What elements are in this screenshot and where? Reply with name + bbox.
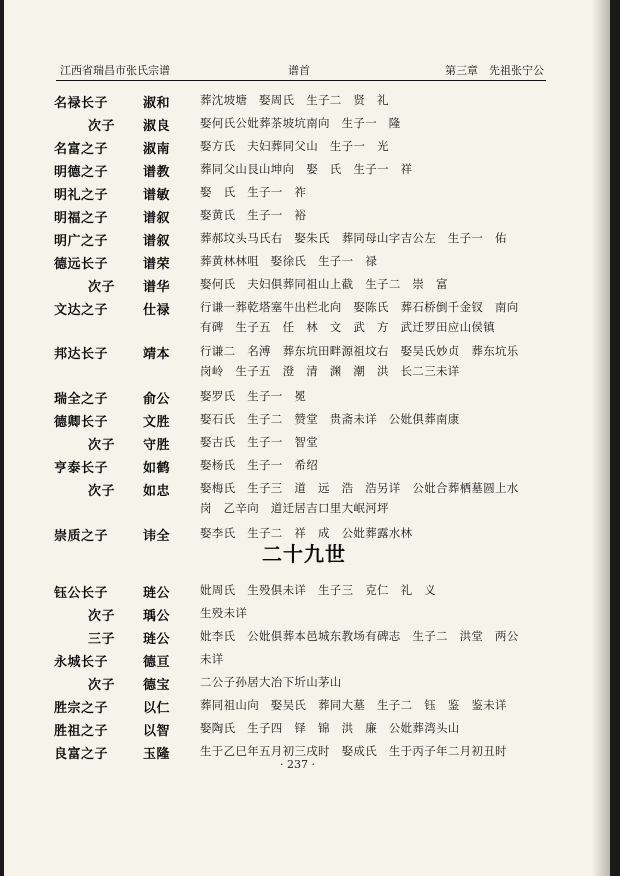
entry-description: 娶罗氏 生子一 冕 <box>200 389 307 403</box>
person-name: 如忠 <box>143 484 171 499</box>
entry-description-continued: 有碑 生子五 任 林 文 武 方 武迁罗田应山侯镇 <box>200 320 495 334</box>
relation: 永城长子 <box>54 655 109 670</box>
relation: 文达之子 <box>54 303 109 318</box>
relation: 次子 <box>88 280 116 295</box>
entry-description: 娶陶氏 生子四 铎 锦 洪 廉 公妣葬湾头山 <box>200 721 460 735</box>
genealogy-entry <box>4 411 610 433</box>
person-name: 德宝 <box>143 678 171 693</box>
header-book-title: 江西省瑞昌市张氏宗谱 <box>60 64 170 77</box>
entry-description: 葬同祖山向 娶吴氏 葬同大墓 生子二 钰 鉴 鉴未详 <box>200 698 507 712</box>
genealogy-entry <box>4 388 610 410</box>
entry-description: 未详 <box>200 652 224 666</box>
genealogy-entry <box>4 276 610 298</box>
genealogy-entry <box>4 115 610 137</box>
entry-description: 娶何氏 夫妇俱葬同祖山上截 生子二 崇 富 <box>200 277 448 291</box>
relation: 胜祖之子 <box>54 724 109 739</box>
running-header <box>60 62 544 78</box>
genealogy-entry <box>4 138 610 160</box>
relation: 良富之子 <box>54 747 109 762</box>
person-name: 如鹤 <box>143 461 171 476</box>
relation: 德远长子 <box>54 257 109 272</box>
person-name: 守胜 <box>143 438 171 453</box>
genealogy-entry <box>4 207 610 229</box>
relation: 钰公长子 <box>54 586 109 601</box>
person-name: 淑南 <box>143 142 171 157</box>
header-section: 谱首 <box>288 64 310 77</box>
entry-description: 葬郝坟头马氏右 娶朱氏 葬同母山字吉公左 生子一 佑 <box>200 231 507 245</box>
entry-description: 葬黄林林咀 娶徐氏 生子一 禄 <box>200 254 377 268</box>
genealogy-entry <box>4 628 610 650</box>
genealogy-entry <box>4 434 610 456</box>
entry-description: 生殁未详 <box>200 606 248 620</box>
person-name: 讳全 <box>143 529 171 544</box>
person-name: 仕禄 <box>143 303 171 318</box>
relation: 明礼之子 <box>54 188 109 203</box>
entry-description: 娶梅氏 生子三 道 远 浩 浩另详 公妣合葬栖墓圆上水 <box>200 481 519 495</box>
person-name: 德亘 <box>143 655 171 670</box>
person-name: 淑良 <box>143 119 171 134</box>
entry-description: 行谦二 名溥 葬东坑田畔源祖坟右 娶吴氏妙贞 葬东坑乐 <box>200 344 519 358</box>
relation: 次子 <box>88 484 116 499</box>
page-number: · 237 · <box>280 758 315 771</box>
genealogy-entry <box>4 651 610 673</box>
person-name: 俞公 <box>143 392 171 407</box>
person-name: 靖本 <box>143 347 171 362</box>
relation: 亨泰长子 <box>54 461 109 476</box>
person-name: 以智 <box>143 724 171 739</box>
generation-heading: 二十九世 <box>262 542 346 566</box>
relation: 次子 <box>88 678 116 693</box>
header-chapter: 第三章 先祖张宁公 <box>445 64 544 77</box>
person-name: 文胜 <box>143 415 171 430</box>
relation: 次子 <box>88 438 116 453</box>
relation: 次子 <box>88 119 116 134</box>
person-name: 谱叙 <box>143 211 171 226</box>
person-name: 谱华 <box>143 280 171 295</box>
relation: 明德之子 <box>54 165 109 180</box>
person-name: 淑和 <box>143 96 171 111</box>
genealogy-entry <box>4 582 610 604</box>
person-name: 谱教 <box>143 165 171 180</box>
relation: 明广之子 <box>54 234 109 249</box>
entry-description: 妣李氏 公妣俱葬本邑城东教场有碑志 生子二 洪堂 两公 <box>200 629 519 643</box>
entry-description: 葬同父山艮山坤向 娶 氏 生子一 祥 <box>200 162 413 176</box>
relation: 明福之子 <box>54 211 109 226</box>
entry-description: 娶黄氏 生子一 裕 <box>200 208 307 222</box>
person-name: 琏公 <box>143 632 171 647</box>
entry-description: 娶石氏 生子二 赞堂 贵斋未详 公妣俱葬南康 <box>200 412 460 426</box>
person-name: 玉隆 <box>143 747 171 762</box>
genealogy-entry <box>4 230 610 252</box>
entry-description-continued: 岗岭 生子五 澄 清 渊 潮 洪 长二三未详 <box>200 364 460 378</box>
genealogy-entry <box>4 161 610 183</box>
entry-description: 妣周氏 生殁俱未详 生子三 克仁 礼 义 <box>200 583 436 597</box>
genealogy-entry <box>4 480 610 524</box>
entry-description: 行谦一葬乾塔塞牛出栏北向 娶陈氏 葬石桥倒千金钗 南向 <box>200 300 519 314</box>
entry-description: 娶 氏 生子一 祚 <box>200 185 307 199</box>
entry-description: 娶杨氏 生子一 希绍 <box>200 458 318 472</box>
genealogy-entry <box>4 253 610 275</box>
entry-description: 娶方氏 夫妇葬同父山 生子一 光 <box>200 139 389 153</box>
genealogy-entry <box>4 184 610 206</box>
person-name: 瑀公 <box>143 609 171 624</box>
person-name: 以仁 <box>143 701 171 716</box>
entry-description-continued: 岗 乙辛向 道迁居吉口里大岷河坪 <box>200 501 389 515</box>
relation: 三子 <box>88 632 116 647</box>
book-page <box>4 0 610 876</box>
relation: 邦达长子 <box>54 347 109 362</box>
person-name: 谱荣 <box>143 257 171 272</box>
relation: 胜宗之子 <box>54 701 109 716</box>
genealogy-entry <box>4 720 610 742</box>
genealogy-entry <box>4 457 610 479</box>
relation: 崇质之子 <box>54 529 109 544</box>
genealogy-entry <box>4 674 610 696</box>
entry-description: 娶何氏公妣葬茶坡坑南向 生子一 隆 <box>200 116 401 130</box>
genealogy-entry <box>4 343 610 387</box>
entry-description: 二公子孙居大冶下圻山茅山 <box>200 675 342 689</box>
relation: 名禄长子 <box>54 96 109 111</box>
relation: 瑞全之子 <box>54 392 109 407</box>
entry-description: 娶古氏 生子一 智堂 <box>200 435 318 449</box>
entry-description: 葬沈坡塘 娶周氏 生子二 贤 礼 <box>200 93 389 107</box>
genealogy-entry <box>4 299 610 343</box>
person-name: 谱叙 <box>143 234 171 249</box>
relation: 德卿长子 <box>54 415 109 430</box>
entry-description: 生于乙巳年五月初三戌时 娶成氏 生于丙子年二月初丑时 <box>200 744 507 758</box>
person-name: 谱敏 <box>143 188 171 203</box>
person-name: 琏公 <box>143 586 171 601</box>
relation: 名富之子 <box>54 142 109 157</box>
entry-description: 娶李氏 生子二 祥 成 公妣葬露水林 <box>200 526 413 540</box>
relation: 次子 <box>88 609 116 624</box>
genealogy-entry <box>4 92 610 114</box>
header-rule <box>56 80 546 81</box>
genealogy-entry <box>4 697 610 719</box>
genealogy-entry <box>4 605 610 627</box>
